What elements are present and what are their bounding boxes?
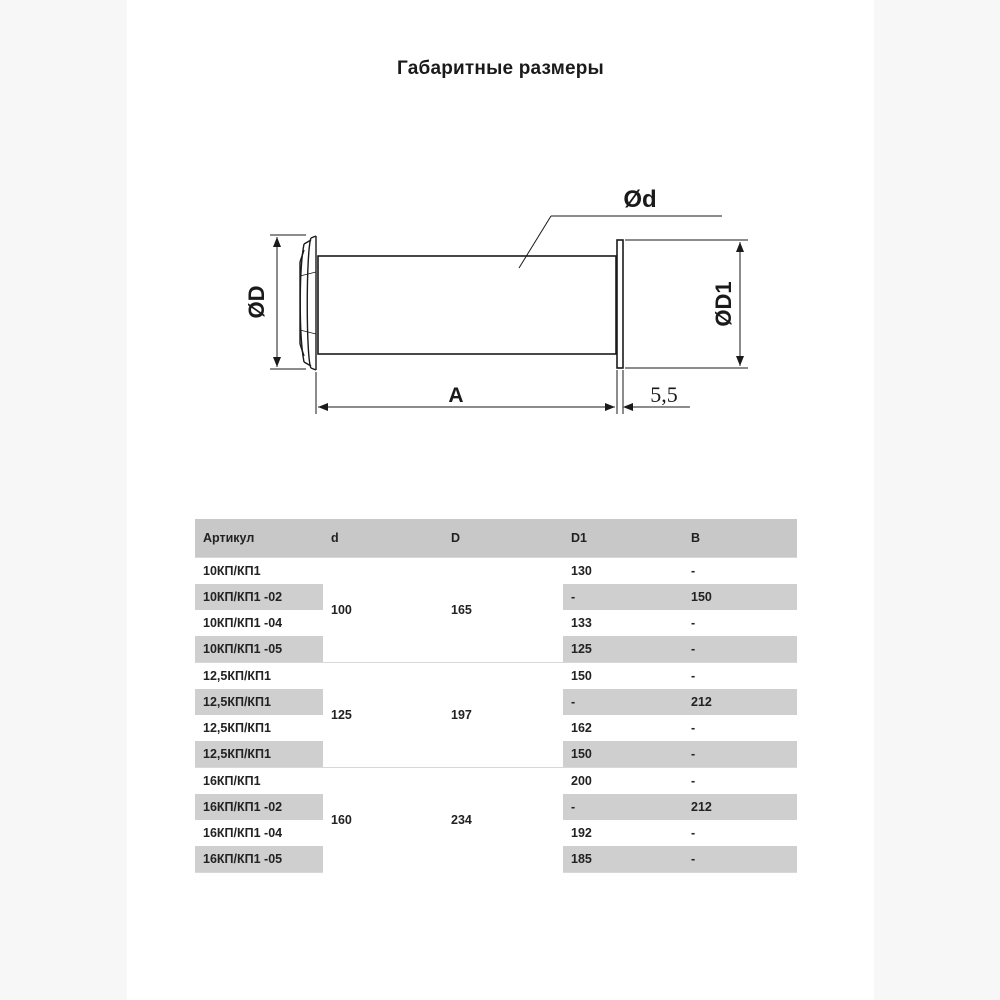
cell-article: 12,5КП/КП1 xyxy=(203,721,271,735)
cell-B: 212 xyxy=(683,689,797,715)
header-D1: D1 xyxy=(563,519,683,558)
table-row xyxy=(195,558,797,585)
cell-article: 10КП/КП1 -02 xyxy=(195,584,323,610)
label-d: Ød xyxy=(623,186,657,213)
cell-D1: - xyxy=(563,689,683,715)
cell-B: 150 xyxy=(683,584,797,610)
duct-body xyxy=(318,256,616,354)
cell-d: 125 xyxy=(323,663,443,768)
cell-B: 212 xyxy=(683,794,797,820)
cell-article: 12,5КП/КП1 xyxy=(195,663,323,690)
cell-article: 12,5КП/КП1 xyxy=(195,741,323,768)
dimension-A xyxy=(316,370,617,414)
cell-article: 10КП/КП1 -04 xyxy=(203,616,283,630)
cell-D1: 162 xyxy=(571,721,592,735)
cell-article: 16КП/КП1 xyxy=(195,768,323,795)
cell-d: 100 xyxy=(323,558,443,663)
cell-D1: 150 xyxy=(563,663,683,690)
cell-D1: 125 xyxy=(563,636,683,663)
end-flange xyxy=(617,240,623,368)
cell-B: - xyxy=(683,846,797,873)
cell-B: - xyxy=(683,663,797,690)
header-D: D xyxy=(443,519,563,558)
header-B: B xyxy=(683,519,797,558)
cell-D: 234 xyxy=(443,768,563,873)
cell-article: 16КП/КП1 -02 xyxy=(195,794,323,820)
cell-D1: 150 xyxy=(563,741,683,768)
cell-article: 10КП/КП1 xyxy=(195,558,323,585)
cell-article: 12,5КП/КП1 xyxy=(195,689,323,715)
cell-D: 197 xyxy=(443,663,563,768)
cell-article: 16КП/КП1 -04 xyxy=(203,826,283,840)
header-d: d xyxy=(323,519,443,558)
cell-article: 10КП/КП1 -05 xyxy=(195,636,323,663)
cell-B: - xyxy=(691,721,696,735)
cell-B: - xyxy=(683,768,797,795)
table-row xyxy=(195,663,797,690)
table-header-row xyxy=(195,519,797,558)
leader-d xyxy=(519,216,722,268)
cell-D1: - xyxy=(563,584,683,610)
cell-B: - xyxy=(683,741,797,768)
cell-D: 165 xyxy=(443,558,563,663)
label-A: A xyxy=(448,384,464,407)
table-row xyxy=(195,768,797,795)
dimensions-table xyxy=(195,519,797,873)
cell-D1: 192 xyxy=(571,826,592,840)
cell-article: 16КП/КП1 -05 xyxy=(195,846,323,873)
cell-d: 160 xyxy=(323,768,443,873)
cell-D1: 200 xyxy=(563,768,683,795)
page-title: Габаритные размеры xyxy=(397,58,604,79)
valve-head xyxy=(300,236,316,370)
cell-B: - xyxy=(691,616,696,630)
label-offset: 5,5 xyxy=(650,382,678,407)
cell-D1: 130 xyxy=(563,558,683,585)
cell-D1: 185 xyxy=(563,846,683,873)
header-article: Артикул xyxy=(195,519,323,558)
cell-B: - xyxy=(683,636,797,663)
label-D1: ØD1 xyxy=(711,281,736,327)
cell-B: - xyxy=(691,826,696,840)
label-D: ØD xyxy=(244,285,269,319)
cell-D1: 133 xyxy=(571,616,592,630)
cell-D1: - xyxy=(563,794,683,820)
cell-B: - xyxy=(683,558,797,585)
